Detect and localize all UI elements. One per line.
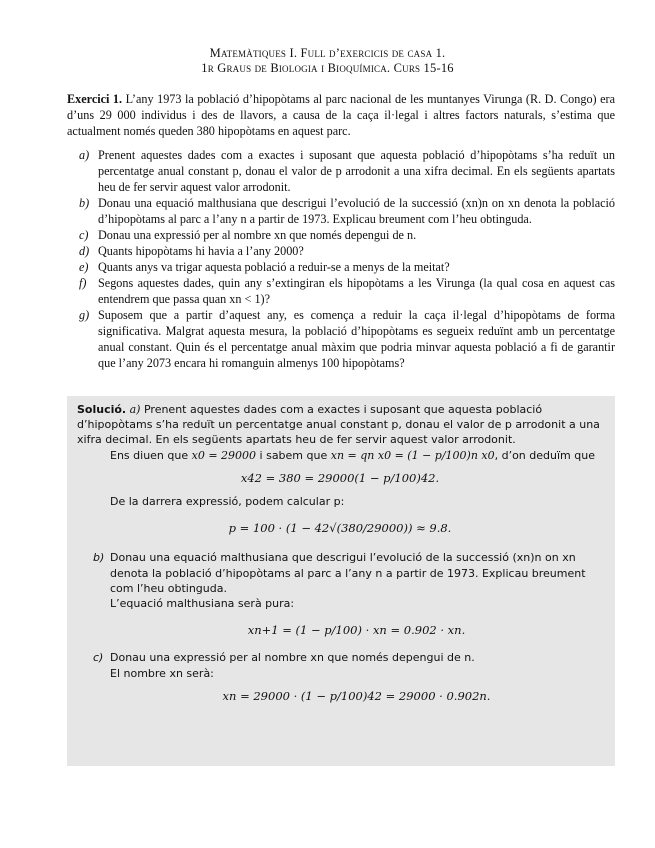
solution-heading: Solució. [77, 403, 127, 416]
item-text: Donau una expressió per al nombre xn que només depengui de n. [98, 228, 417, 242]
solution-a-label: a) [129, 403, 141, 416]
solution-b-question: Donau una equació malthusiana que descrigui l’evolució de la successió (xn)n on xn denota la població d’hipopòtams al parc a l’any n a partir de 1973. Explicau breument com l’heu obtinguda. [110, 551, 586, 595]
solution-c-question: Donau una expressió per al nombre xn que només depengui de n. [110, 651, 475, 665]
equation-xn: xn = 29000 · (1 − p/100)42 = 29000 · 0.902n. [222, 688, 491, 703]
item-text: Suposem que a partir d’aquest any, es comença a reduir la caça il·legal d’hipopòtams de forma significativa. Malgrat aquesta mesura, la població d’hipopòtams es segueix reduïnt amb un percentatge anual constant. Quin és el percentatge anual màxim que podria minvar aquesta població a fi de garantir que l’any 2073 encara hi romanguin almenys 100 hipopòtams? [98, 308, 615, 370]
list-item [67, 195, 615, 227]
solution-part-b [77, 550, 603, 638]
solution-b-line1: L’equació malthusiana serà pura: [110, 597, 295, 611]
list-item [67, 275, 615, 307]
solution-b-label: b) [93, 551, 105, 565]
solution-c-label: c) [93, 651, 104, 665]
item-text: Donau una equació malthusiana que descrigui l’evolució de la successió (xn)n on xn denota la població d’hipopòtams al parc a l’any n a partir de 1973. Explicau breument com l’heu obtinguda. [98, 196, 615, 226]
header-line-1: Matemàtiques I. Full d’exercicis de casa 1. [209, 46, 446, 60]
equation-p: p = 100 · (1 − 42√(380/29000)) ≈ 9.8. [228, 521, 452, 536]
item-label: b) [79, 196, 90, 210]
list-item [67, 259, 615, 275]
text-span: i sabem que [259, 448, 328, 462]
solution-c-line1: El nombre xn serà: [110, 666, 214, 680]
solution-part-a [77, 402, 603, 536]
solution-a-line2: De la darrera expressió, podem calcular p: [110, 495, 345, 509]
list-item [67, 243, 615, 259]
item-label: e) [79, 260, 89, 274]
solution-a-question: Prenent aquestes dades com a exactes i suposant que aquesta població d’hipopòtams s’ha reduït un percentatge anual constant p, donau el valor de p arrodonit a una xifra decimal. En els següents apartats heu de fer servir aquest valor arrodonit. [77, 403, 600, 447]
item-text: Segons aquestes dades, quin any s’extingiran els hipopòtams a les Virunga (la qual cosa en aquest cas entendrem que passa quan xn < 1)? [98, 276, 615, 306]
item-text: Prenent aquestes dades com a exactes i suposant que aquesta població d’hipopòtams s’ha reduït un percentatge anual constant p, donau el valor de p arrodonit a una xifra decimal. En els següents apartats heu de fer servir aquest valor arrodonit. [98, 148, 615, 194]
equation-x42: x42 = 380 = 29000(1 − p/100)42. [240, 470, 440, 485]
text-span: Ens diuen que [110, 448, 189, 462]
exercise-items [67, 147, 615, 371]
item-label: f) [79, 276, 87, 290]
text-span: , d’on deduïm que [494, 448, 595, 462]
math-inline: x0 = 29000 [191, 448, 257, 462]
exercise-statement [67, 91, 615, 139]
item-label: a) [79, 148, 90, 162]
solution-part-c [77, 650, 603, 704]
solution-content [77, 402, 603, 704]
list-item [67, 227, 615, 243]
exercise-text: L’any 1973 la població d’hipopòtams al parc nacional de les muntanyes Virunga (R. D. Congo) era d’uns 29 000 individus i des de llavors, a causa de la caça il·legal i altres factors naturals, s’estima que actualment només queden 380 hipopòtams en aquest parc. [67, 92, 615, 138]
equation-malthus: xn+1 = (1 − p/100) · xn = 0.902 · xn. [247, 623, 466, 638]
item-text: Quants anys va trigar aquesta població a reduir-se a menys de la meitat? [98, 260, 450, 274]
item-label: g) [79, 308, 90, 322]
item-text: Quants hipopòtams hi havia a l’any 2000? [98, 244, 304, 258]
item-label: c) [79, 228, 89, 242]
header-line-2: 1r Graus de Biologia i Bioquímica. Curs 15-16 [201, 61, 454, 75]
item-label: d) [79, 244, 90, 258]
math-inline: xn = qn x0 = (1 − p/100)n x0 [330, 448, 495, 462]
exercise-label: Exercici 1. [67, 92, 123, 106]
solution-a-line1 [77, 448, 603, 463]
solution-box [67, 396, 615, 766]
list-item [67, 307, 615, 371]
list-item [67, 147, 615, 195]
